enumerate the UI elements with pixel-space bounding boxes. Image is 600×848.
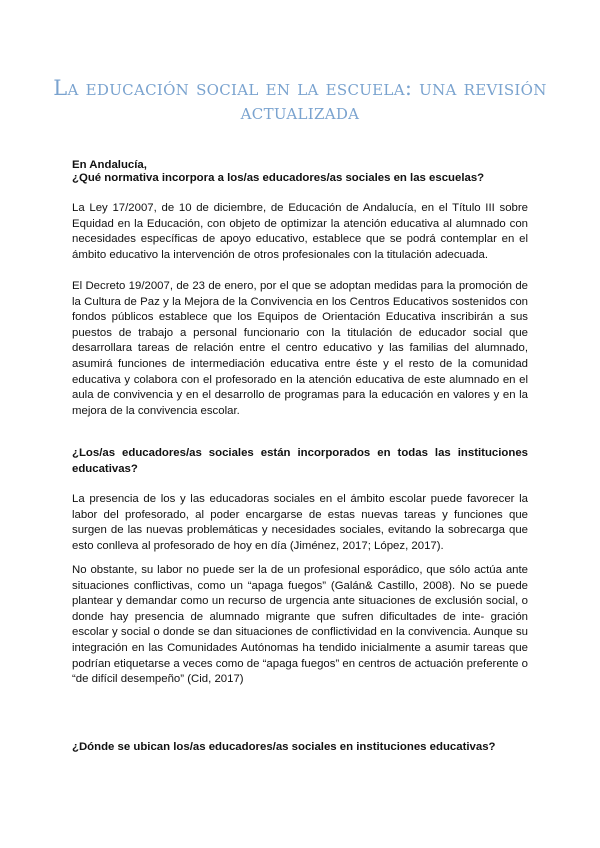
section-2-paragraph-1: La presencia de los y las educadoras sociales en el ámbito escolar puede favorecer la labor del profesorado, al poder encargarse de estas nuevas tareas y funciones que surgen de las nuevas problemáticas y necesidades sociales, evitando la sobrecarga que esto conlleva al profesorado de hoy en día (Jiménez, 2017; López, 2017). bbox=[72, 493, 528, 552]
section-region-label: En Andalucía, bbox=[72, 159, 147, 171]
section-2-question: ¿Los/as educadores/as sociales están incorporados en todas las instituciones educativas? bbox=[72, 447, 528, 475]
section-1-question: ¿Qué normativa incorpora a los/as educadores/as sociales en las escuelas? bbox=[72, 172, 485, 184]
section-2-paragraph-2: No obstante, su labor no puede ser la de un profesional esporádico, que sólo actúa ante situaciones conflictivas, como un “apaga fuegos” (Galán& Castillo, 2008). No se puede plantear y demandar como un recurso de urgencia ante situaciones de exclusión social, o donde hay presencia de alumnado migrante que sufren dificultades de inte- gración escolar y social o donde se dan situaciones de conflictividad en la convivencia. Aunque su integración en las Comunidades Autónomas ha tendido inicialmente a asumir tareas que podrían etiquetarse a veces como de “apaga fuegos” en centros de actuación preferente o “de difícil desempeño” (Cid, 2017) bbox=[72, 564, 528, 686]
page-title: La educación social en la escuela: una revisión actualizada bbox=[53, 76, 547, 124]
section-1-paragraph-1: La Ley 17/2007, de 10 de diciembre, de Educación de Andalucía, en el Título III sobre Equidad en la Educación, con objeto de optimizar la atención educativa al alumnado con necesidades específicas de apoyo educativo, establece que se podrá contemplar en el ámbito educativo la intervención de otros profesionales con la titulación adecuada. bbox=[72, 202, 528, 261]
section-1-paragraph-2: El Decreto 19/2007, de 23 de enero, por el que se adoptan medidas para la promoción de la Cultura de Paz y la Mejora de la Convivencia en los Centros Educativos sostenidos con fondos públicos establece que los Equipos de Orientación Educativa inscribirán a sus puestos de trabajo a personal funcionario con la titulación de educador social que desarrollara tareas de relación entre el centro educativo y las familias del alumnado, asumirá funciones de intermediación educativa entre éste y el resto de la comunidad educativa y colabora con el profesorado en la atención educativa de este alumnado en el aula de convivencia y en el desarrollo de programas para la educación en valores y en la mejora de la convivencia escolar. bbox=[72, 280, 528, 417]
section-3-question: ¿Dónde se ubican los/as educadores/as sociales en instituciones educativas? bbox=[72, 741, 496, 753]
